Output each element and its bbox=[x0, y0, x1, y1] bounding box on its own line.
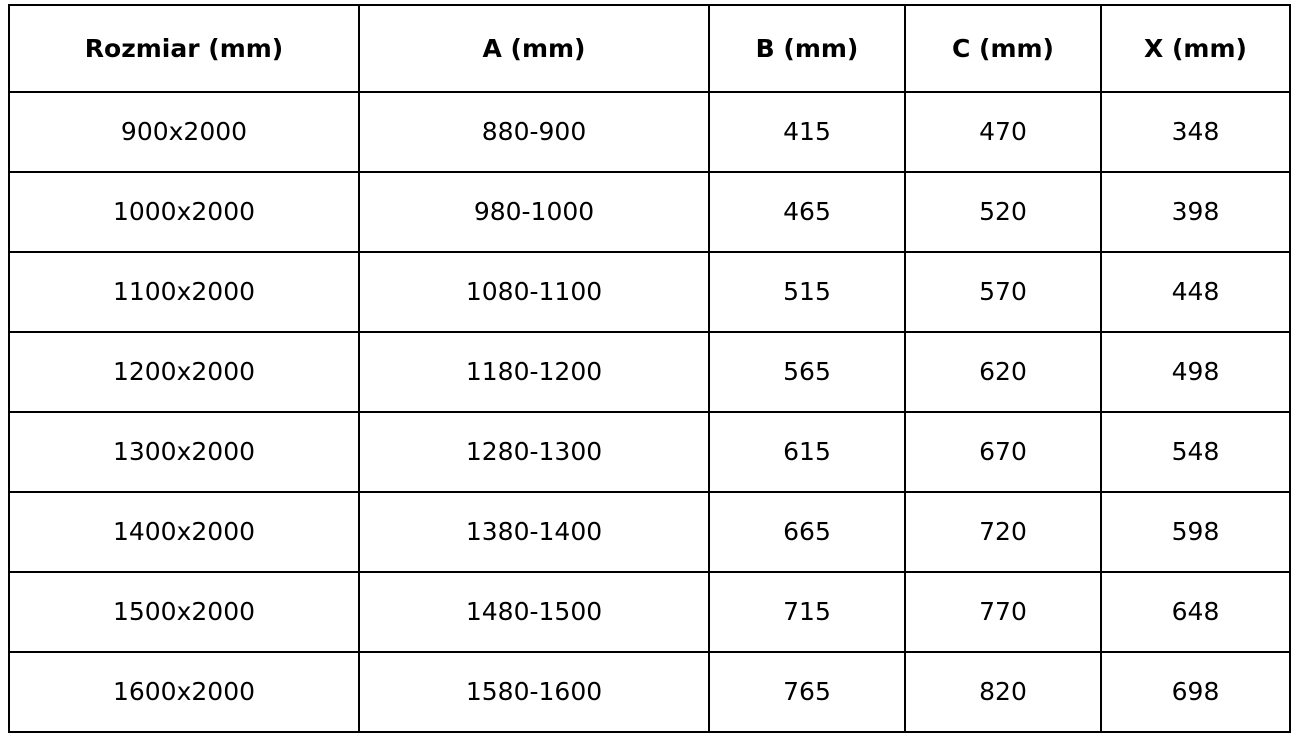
column-header-c: C (mm) bbox=[905, 5, 1101, 92]
cell-c: 720 bbox=[905, 492, 1101, 572]
table-row bbox=[9, 492, 1290, 572]
cell-size: 1100x2000 bbox=[9, 252, 359, 332]
cell-c: 570 bbox=[905, 252, 1101, 332]
cell-x: 398 bbox=[1101, 172, 1290, 252]
cell-c: 620 bbox=[905, 332, 1101, 412]
cell-b: 515 bbox=[709, 252, 905, 332]
cell-a: 980-1000 bbox=[359, 172, 709, 252]
table-header-row bbox=[9, 5, 1290, 92]
table-row bbox=[9, 572, 1290, 652]
cell-c: 670 bbox=[905, 412, 1101, 492]
cell-b: 415 bbox=[709, 92, 905, 172]
cell-size: 1600x2000 bbox=[9, 652, 359, 732]
table-row bbox=[9, 652, 1290, 732]
column-header-b: B (mm) bbox=[709, 5, 905, 92]
cell-c: 520 bbox=[905, 172, 1101, 252]
cell-b: 465 bbox=[709, 172, 905, 252]
cell-a: 1380-1400 bbox=[359, 492, 709, 572]
cell-size: 1400x2000 bbox=[9, 492, 359, 572]
column-header-a: A (mm) bbox=[359, 5, 709, 92]
cell-size: 1200x2000 bbox=[9, 332, 359, 412]
cell-b: 565 bbox=[709, 332, 905, 412]
cell-x: 548 bbox=[1101, 412, 1290, 492]
cell-b: 665 bbox=[709, 492, 905, 572]
cell-x: 498 bbox=[1101, 332, 1290, 412]
cell-c: 820 bbox=[905, 652, 1101, 732]
cell-x: 348 bbox=[1101, 92, 1290, 172]
table-row bbox=[9, 412, 1290, 492]
cell-c: 470 bbox=[905, 92, 1101, 172]
column-header-x: X (mm) bbox=[1101, 5, 1290, 92]
size-specification-table bbox=[8, 4, 1291, 733]
table-row bbox=[9, 332, 1290, 412]
table-header bbox=[9, 5, 1290, 92]
cell-c: 770 bbox=[905, 572, 1101, 652]
table-row bbox=[9, 92, 1290, 172]
cell-x: 648 bbox=[1101, 572, 1290, 652]
cell-size: 1000x2000 bbox=[9, 172, 359, 252]
table-body bbox=[9, 92, 1290, 732]
cell-a: 1280-1300 bbox=[359, 412, 709, 492]
cell-a: 1080-1100 bbox=[359, 252, 709, 332]
cell-b: 615 bbox=[709, 412, 905, 492]
cell-x: 698 bbox=[1101, 652, 1290, 732]
cell-a: 1480-1500 bbox=[359, 572, 709, 652]
table-row bbox=[9, 252, 1290, 332]
cell-b: 765 bbox=[709, 652, 905, 732]
cell-x: 448 bbox=[1101, 252, 1290, 332]
cell-size: 1500x2000 bbox=[9, 572, 359, 652]
cell-b: 715 bbox=[709, 572, 905, 652]
cell-a: 1180-1200 bbox=[359, 332, 709, 412]
cell-a: 880-900 bbox=[359, 92, 709, 172]
cell-a: 1580-1600 bbox=[359, 652, 709, 732]
column-header-rozmiar: Rozmiar (mm) bbox=[9, 5, 359, 92]
cell-size: 900x2000 bbox=[9, 92, 359, 172]
cell-x: 598 bbox=[1101, 492, 1290, 572]
table-row bbox=[9, 172, 1290, 252]
cell-size: 1300x2000 bbox=[9, 412, 359, 492]
